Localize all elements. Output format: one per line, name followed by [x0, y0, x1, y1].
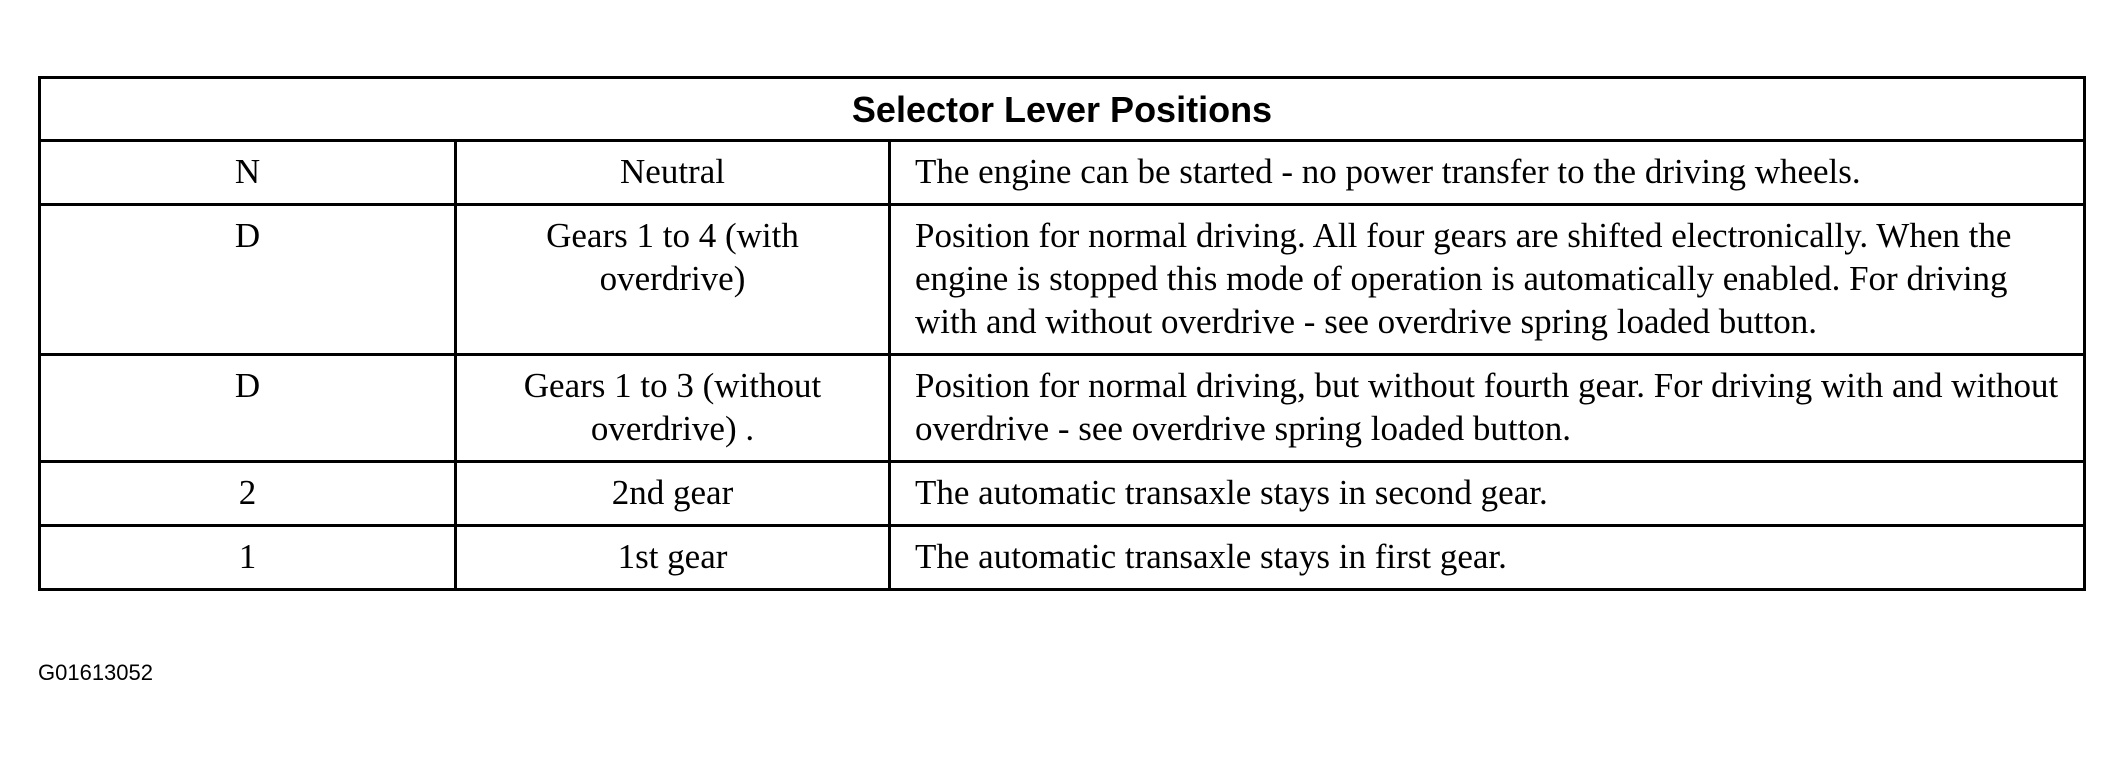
gear-cell: 1st gear: [456, 526, 890, 590]
gear-cell: Gears 1 to 4 (with overdrive): [456, 205, 890, 355]
table-title: Selector Lever Positions: [40, 78, 2085, 141]
position-cell: 2: [40, 462, 456, 526]
table-row: [40, 526, 2085, 590]
description-cell: The automatic transaxle stays in first gear.: [890, 526, 2085, 590]
table-row: [40, 205, 2085, 355]
position-cell: 1: [40, 526, 456, 590]
gear-cell: Neutral: [456, 141, 890, 205]
table-row: [40, 462, 2085, 526]
selector-lever-table-container: [38, 76, 2083, 591]
position-cell: D: [40, 205, 456, 355]
gear-cell: 2nd gear: [456, 462, 890, 526]
description-cell: The automatic transaxle stays in second gear.: [890, 462, 2085, 526]
table-header-row: [40, 78, 2085, 141]
table-row: [40, 141, 2085, 205]
selector-lever-table: [38, 76, 2086, 591]
description-cell: Position for normal driving, but without fourth gear. For driving with and without overdrive - see overdrive spring loaded button.: [890, 355, 2085, 462]
figure-id-caption: G01613052: [38, 660, 153, 685]
description-cell: The engine can be started - no power transfer to the driving wheels.: [890, 141, 2085, 205]
table-row: [40, 355, 2085, 462]
description-cell: Position for normal driving. All four gears are shifted electronically. When the engine is stopped this mode of operation is automatically enabled. For driving with and without overdrive - see overdrive spring loaded button.: [890, 205, 2085, 355]
gear-cell: Gears 1 to 3 (without overdrive) .: [456, 355, 890, 462]
position-cell: D: [40, 355, 456, 462]
position-cell: N: [40, 141, 456, 205]
